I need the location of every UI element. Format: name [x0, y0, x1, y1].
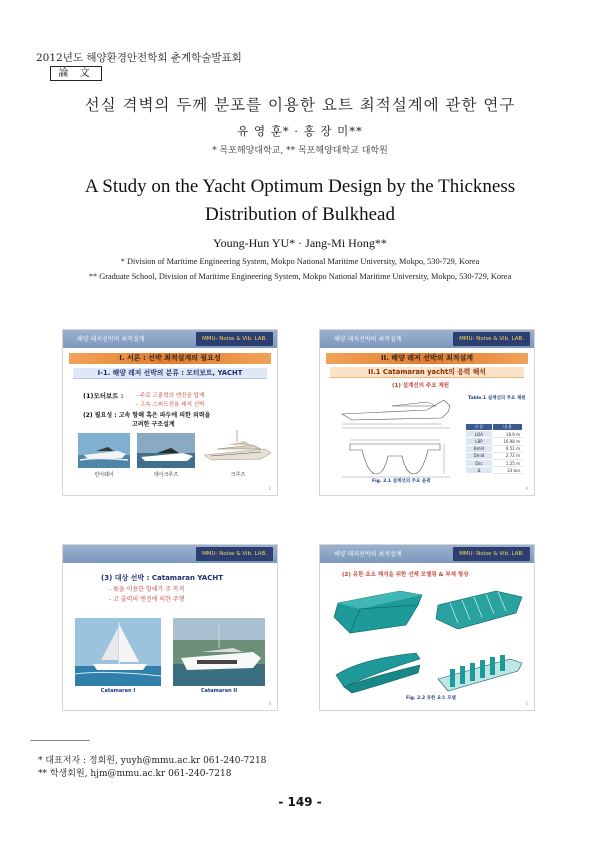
day-cruise-boat-photo [137, 433, 195, 468]
lab-badge: MMU- Noise & Vib. LAB. [453, 332, 530, 346]
spec-table-header [466, 424, 523, 431]
table-row [466, 467, 523, 474]
subsection-banner: I-1. 해양 레저 선박의 분류 : 모터보트, YACHT [73, 368, 267, 379]
table-title: Table.1 설계선의 주요 제원 [468, 396, 526, 401]
fe-hull-model-top [330, 583, 430, 639]
lab-badge: MMU- Noise & Vib. LAB. [453, 547, 530, 561]
fe-structure-model-top [432, 583, 528, 639]
authors-english: Young-Hun YU* · Jang-Mi Hong** [213, 236, 387, 250]
fe-structure-model-bottom [432, 645, 528, 695]
footnote-student-member: ** 학생회원, hjm@mmu.ac.kr 061-240-7218 [38, 769, 232, 779]
spec-value: 16.98 m [493, 438, 523, 445]
spec-header-cell: 구 분 [466, 424, 493, 431]
slide-page-number: 4 [525, 486, 528, 491]
slide-target-vessel [62, 544, 278, 711]
slide-page-number: 2 [268, 486, 271, 491]
spec-key: Dsc [466, 459, 493, 466]
section-banner: II. 해양 레저 선박의 최적설계 [326, 353, 528, 364]
spec-value: 33 ton [493, 467, 523, 474]
slide-fe-model [319, 544, 535, 711]
target-vessel-heading: (3) 대상 선박 : Catamaran YACHT [101, 574, 223, 582]
runaway-boat-photo [78, 433, 130, 468]
slide-bar-title: 해양 레저선박의 최적설계 [334, 551, 402, 558]
slide-optimum-design [319, 329, 535, 496]
spec-table [465, 423, 523, 474]
spec-key: Dmld [466, 452, 493, 459]
conference-name: 2012년도 해양환경안전학회 춘계학술발표회 [36, 52, 242, 64]
slide-page-number: 3 [268, 701, 271, 706]
title-english-line1: A Study on the Yacht Optimum Design by the Thickness [84, 176, 516, 197]
spec-value: 9.51 m [493, 445, 523, 452]
item1-line-a: - 주로 고출력의 엔진을 탑재 [136, 393, 205, 399]
affiliation-korean: * 목포해양대학교, ** 목포해양대학교 대학원 [212, 146, 388, 156]
fe-hull-model-bottom [330, 645, 430, 695]
spec-key: LOA [466, 431, 493, 438]
slide-bar-title: 해양 레저선박의 최적설계 [77, 336, 145, 343]
title-english-line2: Distribution of Bulkhead [205, 204, 395, 225]
subsection-red-heading: (2) 유한 요소 해석을 위한 선체 모델링 & 부재 형상 [342, 572, 469, 578]
figure-caption: Fig. 2.2 유한 요소 모델 [406, 696, 456, 701]
target-vessel-line2: - 고 출력의 엔진에 의한 주행 [109, 596, 185, 603]
paper-type-label: 論 文 [50, 66, 102, 81]
item1-line-b: - 고속 스피드전용 레저 선박 [136, 402, 205, 408]
item1-heading: (1)모터보트 : [83, 392, 124, 400]
page-number: - 149 - [278, 795, 322, 809]
item2-line-b: 고려한 구조설계 [132, 421, 175, 428]
spec-key: Bmld [466, 445, 493, 452]
photo-caption-runaway: 런어웨이 [94, 472, 114, 478]
lab-badge: MMU- Noise & Vib. LAB. [196, 547, 273, 561]
spec-value: 18.9 m [493, 431, 523, 438]
cruise-yacht-photo [201, 425, 273, 467]
lab-badge: MMU- Noise & Vib. LAB. [196, 332, 273, 346]
slide-bar-title: 해양 레저선박의 최적설계 [334, 336, 402, 343]
title-english [0, 173, 600, 229]
spec-key: LBP [466, 438, 493, 445]
footnote-separator [30, 740, 90, 741]
item2-heading: (2) 필요성 : 고속 항해 혹은 파두에 의한 외력을 [83, 412, 211, 419]
spec-key: Δ [466, 467, 493, 474]
spec-header-cell: 내 용 [493, 424, 523, 431]
table-row [466, 445, 523, 452]
table-row [466, 438, 523, 445]
figure-caption: Fig. 2.1 설계선의 주요 윤곽 [372, 479, 431, 484]
photo-caption-daycruise: 데이크루즈 [153, 472, 179, 478]
target-vessel-line1: - 돛을 이용한 항해가 주 목적 [109, 586, 185, 593]
subsection-banner: II.1 Catamaran yacht의 응력 해석 [330, 367, 524, 378]
spec-value: 2.72 m [493, 452, 523, 459]
table-row [466, 452, 523, 459]
spec-value: 1.25 m [493, 459, 523, 466]
section-banner: I. 서론 : 선박 최적설계의 필요성 [69, 353, 271, 364]
table-row [466, 431, 523, 438]
hull-lines-drawing [332, 388, 457, 478]
photo-caption-catamaran-2: Catamaran II [200, 688, 238, 694]
authors-korean: 유 영 훈* · 홍 장 미** [237, 124, 363, 138]
affiliation-english-1: * Division of Maritime Engineering System, Mokpo National Maritime University, Mokpo, 530-729, Korea [120, 257, 480, 266]
photo-caption-catamaran-1: Catamaran I [100, 688, 136, 694]
subsection-red-heading: (1) 설계선의 주요 제원 [392, 383, 450, 389]
table-row [466, 459, 523, 466]
title-korean: 선실 격벽의 두께 분포를 이용한 요트 최적설계에 관한 연구 [84, 96, 516, 114]
affiliation-english-2: ** Graduate School, Division of Maritime Engineering System, Mokpo National Maritime University, Mokpo, 530-729, Korea [88, 272, 512, 281]
slide-page-number: 5 [525, 701, 528, 706]
slide-introduction [62, 329, 278, 496]
catamaran-2-photo [173, 618, 265, 686]
catamaran-1-photo [75, 618, 161, 686]
footnote-corresponding-author: * 대표저자 : 정회원, yuyh@mmu.ac.kr 061-240-7218 [38, 756, 267, 766]
photo-caption-cruise: 크루즈 [230, 472, 246, 478]
